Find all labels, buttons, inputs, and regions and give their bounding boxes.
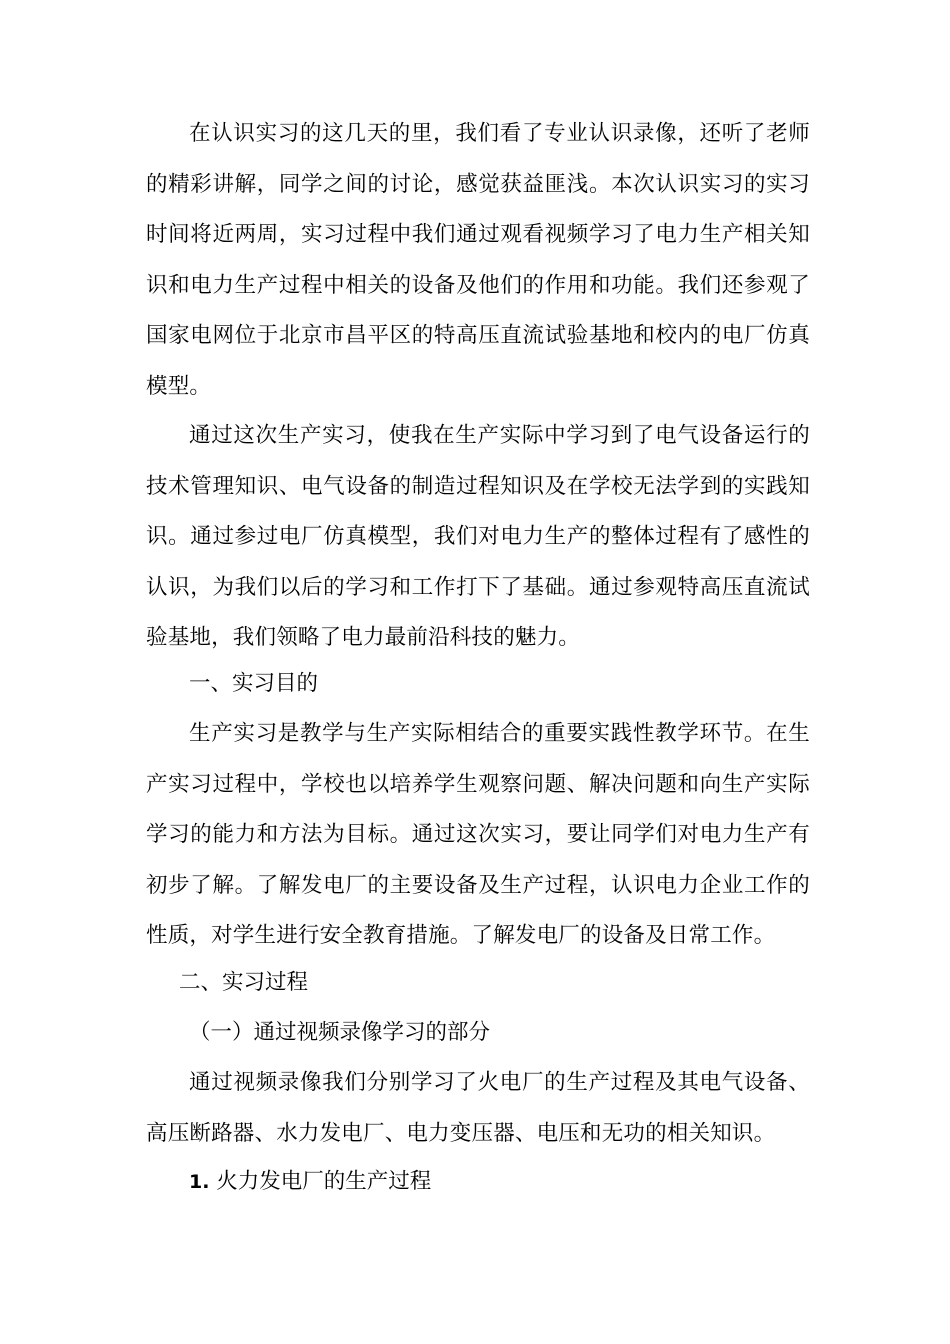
paragraph-production-practice: 通过这次生产实习，使我在生产实际中学习到了电气设备运行的技术管理知识、电气设备的制造过程知识及在学校无法学到的实践知识。通过参过电厂仿真模型，我们对电力生产的整体过程有了感性的认识，为我们以后的学习和工作打下了基础。通过参观特高压直流试验基地，我们领略了电力最前沿科技的魅力。: [146, 423, 810, 650]
heading-internship-process: 二、实习过程: [179, 970, 309, 995]
heading-number: 1: [189, 1171, 203, 1193]
paragraph-video-learning: 通过视频录像我们分别学习了火电厂的生产过程及其电气设备、高压断路器、水力发电厂、电力变压器、电压和无功的相关知识。: [146, 1070, 810, 1146]
heading-number-separator: .: [202, 1171, 210, 1193]
heading-video-learning: （一）通过视频录像学习的部分: [189, 1020, 491, 1045]
heading-text: 火力发电厂的生产过程: [216, 1169, 432, 1194]
heading-thermal-power-plant: [189, 1157, 431, 1208]
heading-internship-purpose: 一、实习目的: [189, 671, 319, 696]
paragraph-intro: 在认识实习的这几天的里，我们看了专业认识录像，还听了老师的精彩讲解，同学之间的讨论，感觉获益匪浅。本次认识实习的实习时间将近两周，实习过程中我们通过观看视频学习了电力生产相关知识和电力生产过程中相关的设备及他们的作用和功能。我们还参观了国家电网位于北京市昌平区的特高压直流试验基地和校内的电厂仿真模型。: [146, 121, 810, 399]
paragraph-internship-purpose: 生产实习是教学与生产实际相结合的重要实践性教学环节。在生产实习过程中，学校也以培养学生观察问题、解决问题和向生产实际学习的能力和方法为目标。通过这次实习，要让同学们对电力生产有初步了解。了解发电厂的主要设备及生产过程，认识电力企业工作的性质，对学生进行安全教育措施。了解发电厂的设备及日常工作。: [146, 721, 810, 948]
